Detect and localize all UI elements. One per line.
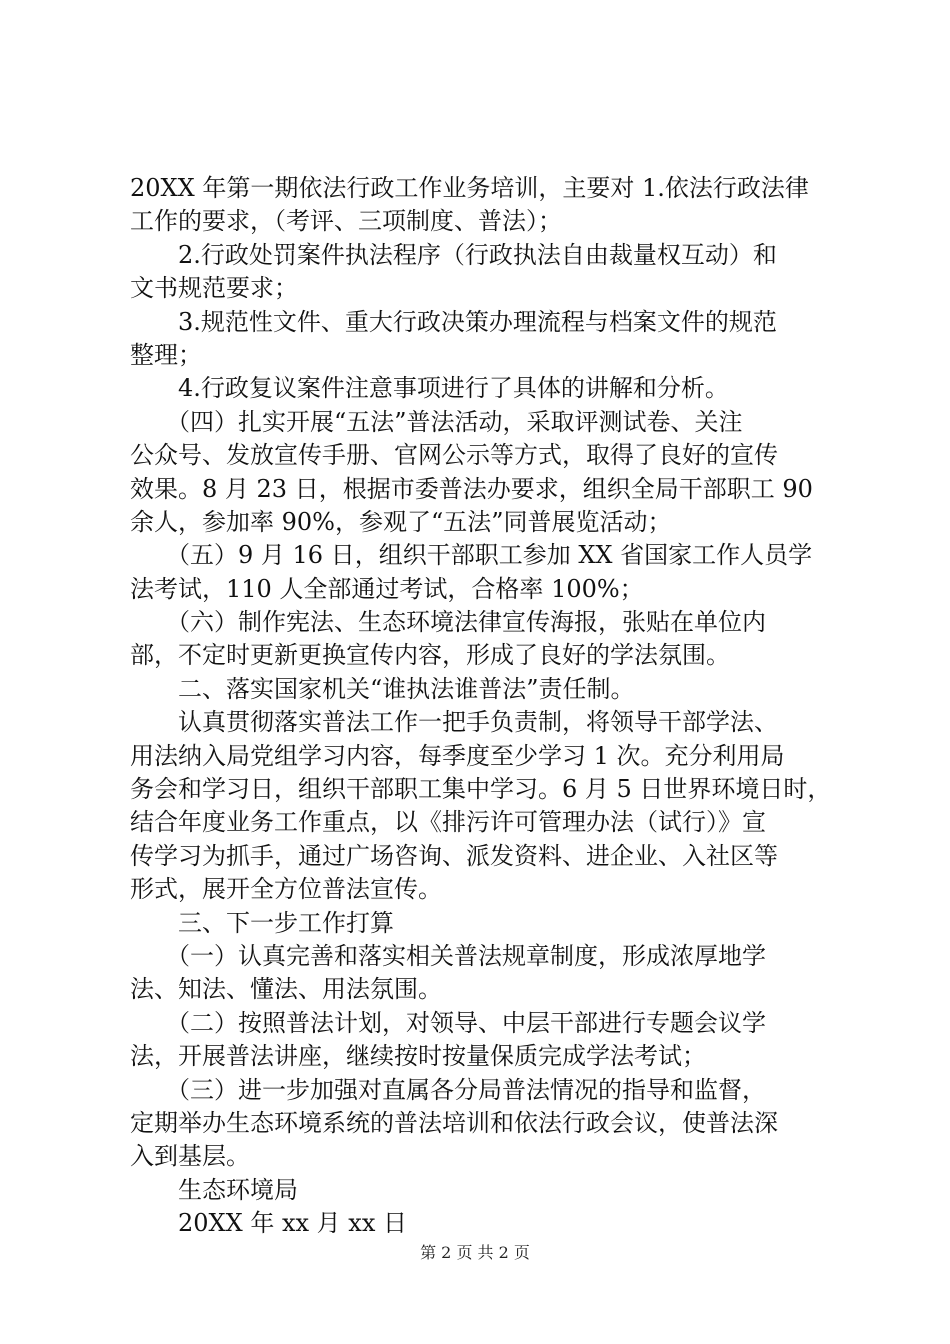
text-line: 法，开展普法讲座，继续按时按量保质完成学法考试； bbox=[130, 1042, 706, 1071]
page-number: 第 2 页 共 2 页 bbox=[420, 1243, 530, 1262]
document-body bbox=[130, 172, 830, 1241]
text-line: （六）制作宪法、生态环境法律宣传海报，张贴在单位内 bbox=[130, 608, 766, 637]
text-line: 法考试，110 人全部通过考试，合格率 100%； bbox=[130, 574, 644, 603]
text-line: 公众号、发放宣传手册、官网公示等方式，取得了良好的宣传 bbox=[130, 441, 778, 470]
text-line: 定期举办生态环境系统的普法培训和依法行政会议，使普法深 bbox=[130, 1108, 778, 1137]
text-line: 4.行政复议案件注意事项进行了具体的讲解和分析。 bbox=[130, 374, 729, 403]
text-line: 工作的要求，（考评、三项制度、普法）； bbox=[130, 207, 562, 236]
text-line: 余人，参加率 90%，参观了“五法”同普展览活动； bbox=[130, 507, 672, 536]
text-line: （五）9 月 16 日，组织干部职工参加 XX 省国家工作人员学 bbox=[130, 541, 813, 570]
text-line: 务会和学习日，组织干部职工集中学习。6 月 5 日世界环境日时， bbox=[130, 775, 832, 804]
text-line: 法、知法、懂法、用法氛围。 bbox=[130, 975, 442, 1004]
text-line: （一）认真完善和落实相关普法规章制度，形成浓厚地学 bbox=[130, 941, 766, 970]
text-line: （四）扎实开展“五法”普法活动，采取评测试卷、关注 bbox=[130, 407, 743, 436]
text-line: 传学习为抓手，通过广场咨询、派发资料、进企业、入社区等 bbox=[130, 841, 778, 870]
page-footer bbox=[0, 1240, 950, 1263]
section-heading: 二、落实国家机关“谁执法谁普法”责任制。 bbox=[130, 674, 635, 703]
signature-organization: 生态环境局 bbox=[130, 1175, 298, 1204]
text-line: 2.行政处罚案件执法程序（行政执法自由裁量权互动）和 bbox=[130, 240, 777, 269]
text-line: 文书规范要求； bbox=[130, 274, 298, 303]
text-line: 20XX 年第一期依法行政工作业务培训，主要对 1.依法行政法律 bbox=[130, 174, 809, 202]
text-line: （二）按照普法计划，对领导、中层干部进行专题会议学 bbox=[130, 1008, 766, 1037]
text-line: 用法纳入局党组学习内容，每季度至少学习 1 次。充分利用局 bbox=[130, 741, 785, 770]
text-line: 部，不定时更新更换宣传内容，形成了良好的学法氛围。 bbox=[130, 641, 730, 670]
section-heading: 三、下一步工作打算 bbox=[130, 908, 394, 937]
text-line: 认真贯彻落实普法工作一把手负责制，将领导干部学法、 bbox=[130, 708, 778, 737]
text-line: 入到基层。 bbox=[130, 1142, 250, 1171]
text-line: 结合年度业务工作重点，以《排污许可管理办法（试行）》宣 bbox=[130, 808, 766, 837]
text-line: 整理； bbox=[130, 340, 202, 369]
text-line: （三）进一步加强对直属各分局普法情况的指导和监督， bbox=[130, 1075, 766, 1104]
text-line: 3.规范性文件、重大行政决策办理流程与档案文件的规范 bbox=[130, 307, 777, 336]
text-line: 效果。8 月 23 日，根据市委普法办要求，组织全局干部职工 90 bbox=[130, 474, 813, 503]
text-line: 形式，展开全方位普法宣传。 bbox=[130, 875, 442, 904]
signature-date: 20XX 年 xx 月 xx 日 bbox=[130, 1209, 407, 1238]
